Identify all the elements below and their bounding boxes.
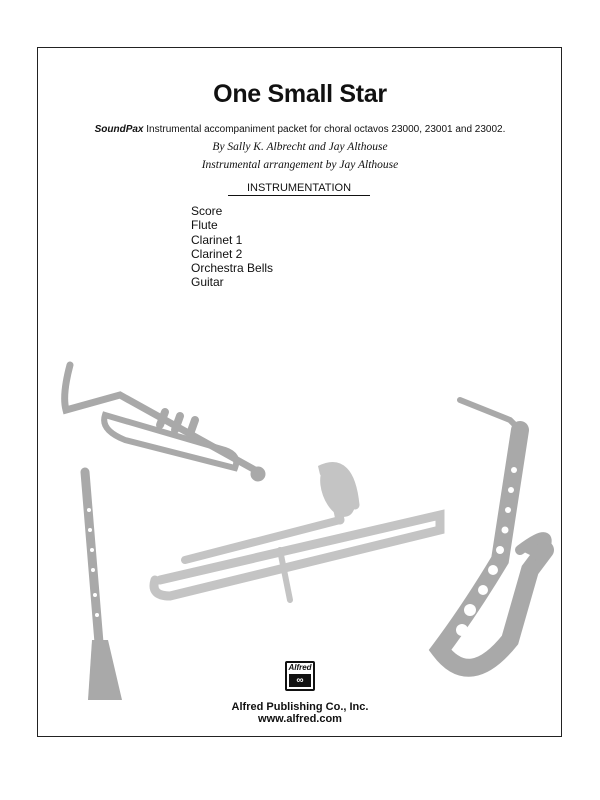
logo-mark: ∞ — [289, 674, 311, 687]
publisher-name: Alfred Publishing Co., Inc. — [231, 701, 369, 713]
brand-name: SoundPax — [94, 124, 144, 135]
trumpet-icon — [65, 365, 262, 478]
list-item: Flute — [191, 218, 218, 233]
alfred-logo — [285, 661, 315, 691]
logo-text: Alfred — [288, 663, 312, 672]
clarinet-icon — [85, 472, 122, 700]
list-item: Clarinet 1 — [191, 232, 243, 247]
page-title: One Small Star — [213, 80, 387, 108]
publisher-url: www.alfred.com — [258, 713, 342, 725]
arrangement-credit: Instrumental arrangement by Jay Althouse — [201, 159, 399, 171]
list-item: Orchestra Bells — [191, 261, 274, 276]
publisher-info — [0, 701, 600, 725]
list-item: Clarinet 2 — [191, 246, 243, 261]
list-item: Guitar — [191, 275, 224, 290]
authors-credit: By Sally K. Albrecht and Jay Althouse — [212, 141, 388, 153]
instrumentation-heading: INSTRUMENTATION — [228, 182, 370, 196]
list-item: Score — [191, 204, 223, 218]
description-text: Instrumental accompaniment packet for choral octavos 23000, 23001 and 23002. — [146, 124, 506, 135]
saxophone-icon — [440, 400, 547, 668]
trombone-icon — [154, 458, 440, 600]
